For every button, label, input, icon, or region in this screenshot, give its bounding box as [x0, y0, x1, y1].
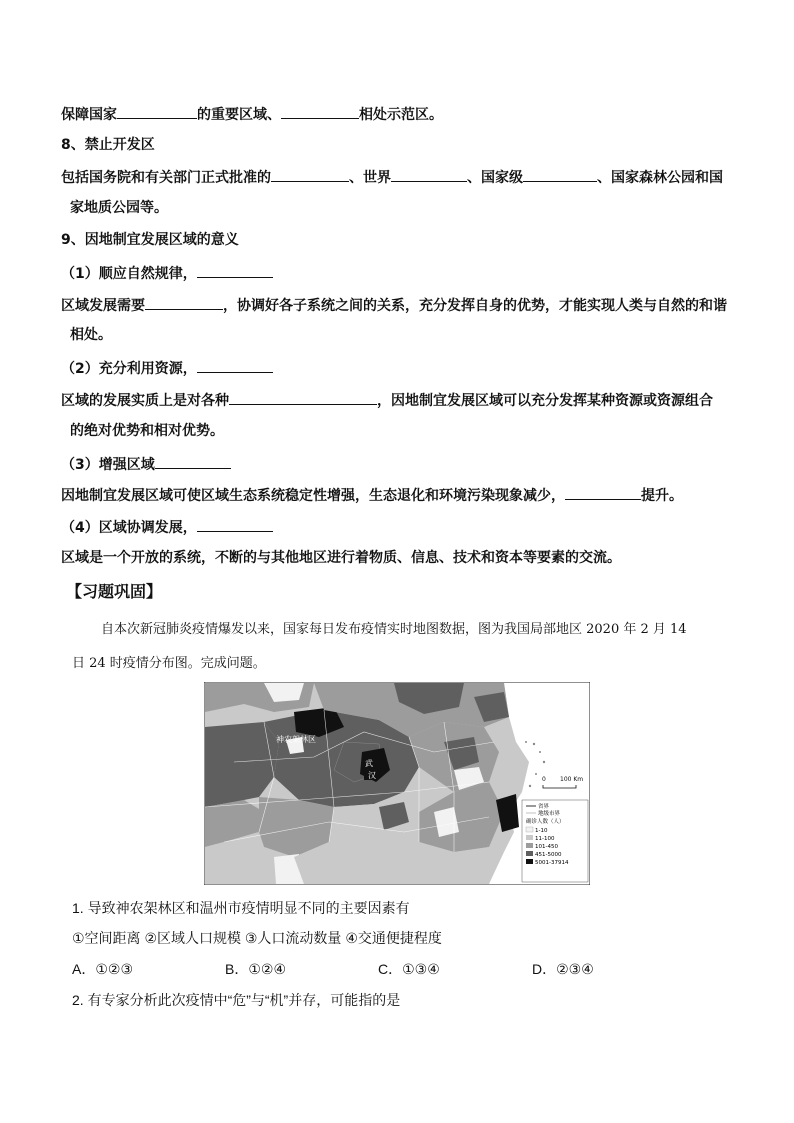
- text-segment: （1）顺应自然规律，: [61, 266, 197, 282]
- text-segment: （2）充分利用资源，: [61, 361, 197, 377]
- fill-blank[interactable]: [197, 357, 273, 373]
- legend-item-4: 451-5000: [535, 852, 562, 858]
- fill-blank[interactable]: [145, 294, 223, 310]
- legend-province: 省界: [538, 804, 550, 810]
- text-line-1: [61, 103, 443, 125]
- label-wuhan-2: 汉: [368, 771, 376, 780]
- label-shennongjia: 神农架林区: [276, 735, 316, 744]
- text-segment: 的重要区域、: [197, 107, 281, 123]
- legend-item-3: 101-450: [535, 844, 558, 850]
- legend-city: 地级市界: [538, 811, 561, 817]
- fill-blank[interactable]: [155, 453, 231, 469]
- scale-label: 100 Km: [560, 776, 584, 783]
- question-2: 2. 有专家分析此次疫情中“危”与“机”并存，可能指的是: [72, 992, 401, 1008]
- option-d[interactable]: D．②③④: [532, 961, 594, 977]
- heading-9: 9、因地制宜发展区域的意义: [61, 232, 239, 248]
- text-segment: 保障国家: [61, 107, 117, 123]
- fill-blank[interactable]: [197, 516, 273, 532]
- question-1-factors: ①空间距离 ②区域人口规模 ③人口流动数量 ④交通便捷程度: [72, 930, 442, 946]
- legend-swatch-1: [526, 827, 533, 832]
- option-b[interactable]: B．①②④: [225, 961, 286, 977]
- text-line-12: [61, 484, 683, 506]
- text-line-4: 家地质公园等。: [70, 200, 168, 216]
- legend: [522, 800, 588, 882]
- text-segment: 因地制宜发展区域可使区域生态系统稳定性增强，生态退化和环境污染现象减少，: [61, 488, 565, 504]
- text-segment: 、国家森林公园和国: [597, 170, 723, 186]
- text-segment: 区域的发展实质上是对各种: [61, 393, 229, 409]
- fill-blank[interactable]: [281, 103, 359, 119]
- legend-item-2: 11-100: [535, 836, 555, 842]
- fill-blank[interactable]: [117, 103, 197, 119]
- text-line-14: 区域是一个开放的系统，不断的与其他地区进行着物质、信息、技术和资本等要素的交流。: [61, 550, 621, 566]
- fill-blank[interactable]: [565, 484, 641, 500]
- question-1: 1. 导致神农架林区和温州市疫情明显不同的主要因素有: [72, 900, 410, 916]
- scale-zero: 0: [542, 776, 546, 783]
- section-title: 【习题巩固】: [66, 582, 163, 601]
- fill-blank[interactable]: [391, 166, 467, 182]
- text-line-9: [61, 389, 713, 411]
- subheading-3: [61, 453, 231, 475]
- option-c[interactable]: C．①③④: [378, 961, 440, 977]
- legend-swatch-2: [526, 835, 533, 840]
- fill-blank[interactable]: [523, 166, 597, 182]
- label-wuhan-1: 武: [365, 759, 373, 768]
- text-segment: （3）增强区域: [61, 457, 155, 473]
- fill-blank[interactable]: [197, 262, 273, 278]
- text-segment: 包括国务院和有关部门正式批准的: [61, 170, 271, 186]
- fill-blank[interactable]: [271, 166, 349, 182]
- text-segment: 、世界: [349, 170, 391, 186]
- legend-swatch-5: [526, 859, 533, 864]
- intro-line-2: 日 24 时疫情分布图。完成问题。: [72, 656, 266, 671]
- legend-item-5: 5001-37914: [535, 860, 569, 866]
- epidemic-map: [204, 682, 590, 885]
- option-a[interactable]: A．①②③: [72, 961, 133, 977]
- subheading-4: [61, 516, 273, 538]
- legend-title: 确诊人数（人）: [526, 819, 565, 825]
- text-line-7: 相处。: [70, 327, 112, 343]
- text-line-3: [61, 166, 723, 188]
- heading-8: 8、禁止开发区: [61, 137, 155, 153]
- text-segment: 区域发展需要: [61, 298, 145, 314]
- intro-line-1: 自本次新冠肺炎疫情爆发以来，国家每日发布疫情实时地图数据，图为我国局部地区 2020 年 2 月 14: [101, 622, 687, 637]
- text-line-6: [61, 294, 727, 316]
- subheading-1: [61, 262, 273, 284]
- text-line-10: 的绝对优势和相对优势。: [70, 423, 224, 439]
- legend-swatch-3: [526, 843, 533, 848]
- text-segment: 、国家级: [467, 170, 523, 186]
- subheading-2: [61, 357, 273, 379]
- legend-swatch-4: [526, 851, 533, 856]
- text-segment: （4）区域协调发展，: [61, 520, 197, 536]
- text-segment: ，协调好各子系统之间的关系，充分发挥自身的优势，才能实现人类与自然的和谐: [223, 298, 727, 314]
- text-segment: 相处示范区。: [359, 107, 443, 123]
- text-segment: 提升。: [641, 488, 683, 504]
- legend-item-1: 1-10: [535, 828, 548, 834]
- text-segment: ，因地制宜发展区域可以充分发挥某种资源或资源组合: [377, 393, 713, 409]
- fill-blank[interactable]: [229, 389, 377, 405]
